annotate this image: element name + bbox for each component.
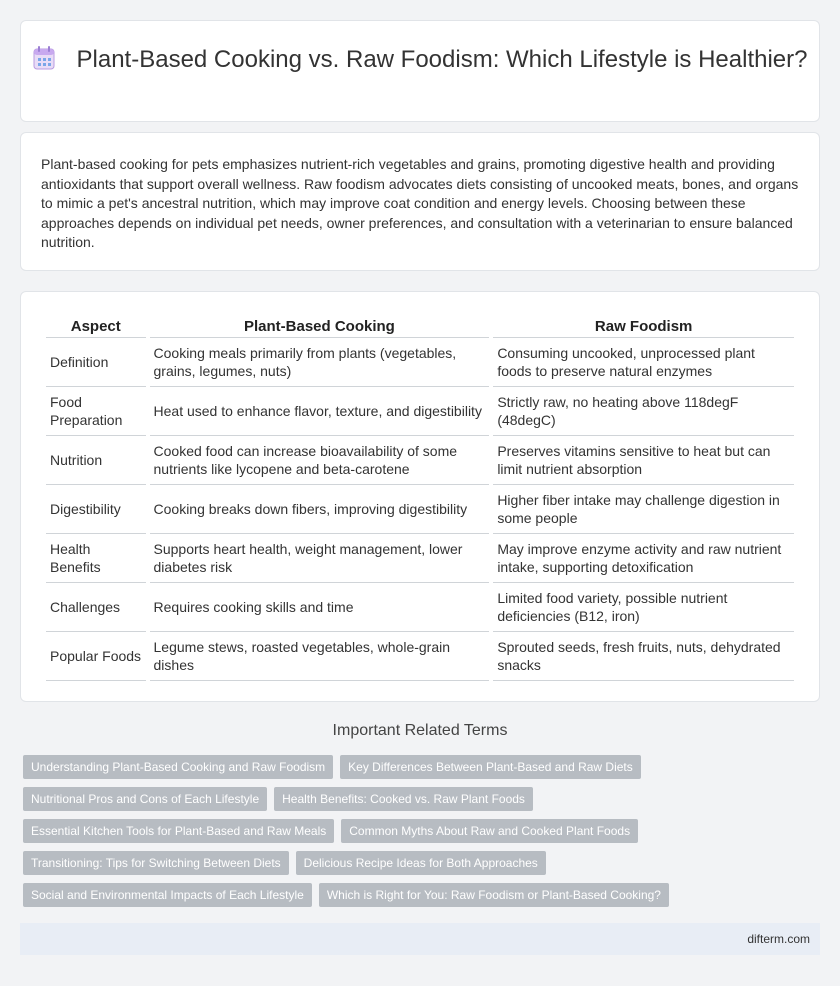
- plant-based-cell: Cooking meals primarily from plants (vegetables, grains, legumes, nuts): [150, 338, 490, 387]
- aspect-cell: Food Preparation: [46, 387, 146, 436]
- aspect-cell: Popular Foods: [46, 632, 146, 681]
- raw-foodism-cell: Higher fiber intake may challenge digestion in some people: [493, 485, 794, 534]
- aspect-cell: Health Benefits: [46, 534, 146, 583]
- tag-row: [23, 819, 823, 843]
- related-terms-title: Important Related Terms: [332, 722, 508, 739]
- related-term-tag[interactable]: Social and Environmental Impacts of Each Lifestyle: [23, 883, 312, 907]
- plant-based-cell: Heat used to enhance flavor, texture, and digestibility: [150, 387, 490, 436]
- related-term-tag[interactable]: Essential Kitchen Tools for Plant-Based and Raw Meals: [23, 819, 334, 843]
- table-row: [46, 632, 794, 681]
- table-row: [46, 583, 794, 632]
- comparison-table: [42, 316, 798, 681]
- table-row: [46, 436, 794, 485]
- calendar-icon: [33, 46, 55, 70]
- aspect-cell: Definition: [46, 338, 146, 387]
- table-header-row: [46, 316, 794, 338]
- tag-row: [23, 851, 823, 875]
- tag-row: [23, 883, 823, 907]
- aspect-cell: Nutrition: [46, 436, 146, 485]
- related-term-tag[interactable]: Key Differences Between Plant-Based and Raw Diets: [340, 755, 641, 779]
- related-term-tag[interactable]: Common Myths About Raw and Cooked Plant Foods: [341, 819, 638, 843]
- plant-based-cell: Cooked food can increase bioavailability of some nutrients like lycopene and beta-carotene: [150, 436, 490, 485]
- related-term-tag[interactable]: Delicious Recipe Ideas for Both Approaches: [296, 851, 546, 875]
- related-term-tag[interactable]: Health Benefits: Cooked vs. Raw Plant Foods: [274, 787, 533, 811]
- plant-based-cell: Cooking breaks down fibers, improving digestibility: [150, 485, 490, 534]
- tag-row: [23, 755, 823, 779]
- plant-based-cell: Requires cooking skills and time: [150, 583, 490, 632]
- footer: [20, 923, 820, 955]
- related-terms-list: [23, 755, 823, 915]
- raw-foodism-cell: Preserves vitamins sensitive to heat but can limit nutrient absorption: [493, 436, 794, 485]
- page-title-wrap: [21, 45, 819, 75]
- raw-foodism-cell: Sprouted seeds, fresh fruits, nuts, dehydrated snacks: [493, 632, 794, 681]
- aspect-cell: Digestibility: [46, 485, 146, 534]
- related-term-tag[interactable]: Nutritional Pros and Cons of Each Lifestyle: [23, 787, 267, 811]
- header-raw-foodism: Raw Foodism: [493, 316, 794, 338]
- related-term-tag[interactable]: Understanding Plant-Based Cooking and Raw Foodism: [23, 755, 333, 779]
- header-card: [20, 20, 820, 122]
- raw-foodism-cell: May improve enzyme activity and raw nutrient intake, supporting detoxification: [493, 534, 794, 583]
- plant-based-cell: Legume stews, roasted vegetables, whole-grain dishes: [150, 632, 490, 681]
- page-title: Plant-Based Cooking vs. Raw Foodism: Which Lifestyle is Healthier?: [76, 46, 808, 73]
- intro-paragraph: Plant-based cooking for pets emphasizes nutrient-rich vegetables and grains, promoting digestive health and providing antioxidants that support overall wellness. Raw foodism advocates diets consisting of uncooked meats, bones, and organs to mimic a pet's ancestral nutrition, which may improve coat condition and energy levels. Choosing between these approaches depends on individual pet needs, owner preferences, and consultation with a veterinarian to ensure balanced nutrition.: [41, 156, 799, 251]
- table-row: [46, 387, 794, 436]
- table-row: [46, 534, 794, 583]
- table-row: [46, 338, 794, 387]
- table-row: [46, 485, 794, 534]
- raw-foodism-cell: Strictly raw, no heating above 118degF (48degC): [493, 387, 794, 436]
- plant-based-cell: Supports heart health, weight management, lower diabetes risk: [150, 534, 490, 583]
- aspect-cell: Challenges: [46, 583, 146, 632]
- raw-foodism-cell: Consuming uncooked, unprocessed plant foods to preserve natural enzymes: [493, 338, 794, 387]
- raw-foodism-cell: Limited food variety, possible nutrient deficiencies (B12, iron): [493, 583, 794, 632]
- footer-site-link[interactable]: difterm.com: [747, 932, 810, 946]
- header-aspect: Aspect: [46, 316, 146, 338]
- related-term-tag[interactable]: Transitioning: Tips for Switching Between Diets: [23, 851, 289, 875]
- intro-card: [20, 132, 820, 271]
- header-plant-based: Plant-Based Cooking: [150, 316, 490, 338]
- tag-row: [23, 787, 823, 811]
- comparison-table-card: [20, 291, 820, 702]
- related-term-tag[interactable]: Which is Right for You: Raw Foodism or Plant-Based Cooking?: [319, 883, 669, 907]
